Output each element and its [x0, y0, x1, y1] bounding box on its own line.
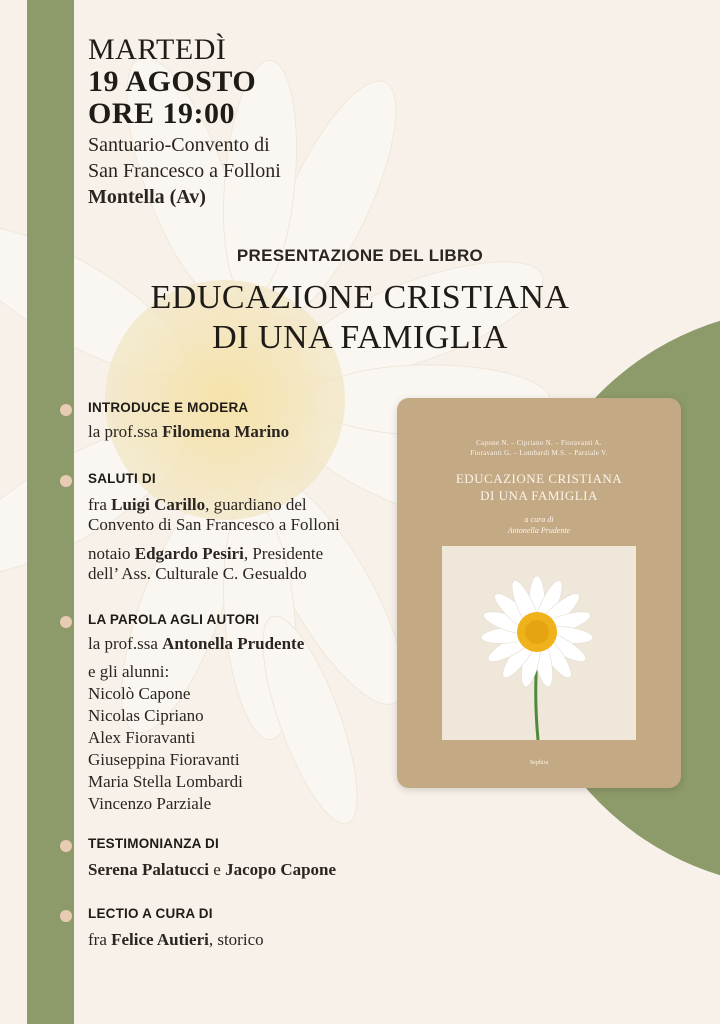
testimony-name-2: Jacopo Capone	[225, 860, 337, 879]
section-heading: INTRODUCE E MODERA	[88, 400, 249, 415]
greeting-2-line-a	[88, 544, 323, 564]
intro-line	[88, 422, 289, 442]
event-time: ORE 19:00	[88, 97, 235, 130]
book-cover-curator	[397, 514, 681, 536]
bullet-dot	[60, 616, 72, 628]
event-date-block	[88, 34, 281, 210]
greeting-2-role-a: , Presidente	[243, 544, 324, 563]
greeting-1-role-a: , guardiano del	[205, 495, 307, 514]
event-town: Montella (Av)	[88, 186, 206, 208]
bullet-dot	[60, 910, 72, 922]
students-label: e gli alunni:	[88, 662, 170, 681]
intro-prefix: la prof.ssa	[88, 422, 163, 441]
greeting-1-line-b: Convento di San Francesco a Folloni	[88, 515, 340, 534]
student-name: Maria Stella Lombardi	[88, 772, 243, 791]
book-cover-title-line2: DI UNA FAMIGLIA	[480, 488, 598, 503]
bullet-dot	[60, 840, 72, 852]
authors-prefix: la prof.ssa	[88, 634, 163, 653]
student-name: Nicolas Cipriano	[88, 706, 204, 725]
bullet-dot	[60, 404, 72, 416]
event-date: 19 AGOSTO	[88, 65, 257, 98]
testimony-name-1: Serena Palatucci	[88, 860, 210, 879]
authors-teacher-name: Antonella Prudente	[162, 634, 305, 653]
lectio-name: Felice Autieri	[111, 930, 209, 949]
greeting-1-prefix: fra	[88, 495, 112, 514]
book-cover-publisher: Sephira	[529, 760, 549, 766]
greeting-2-line-b: dell’ Ass. Culturale C. Gesualdo	[88, 564, 307, 583]
section-heading: LA PAROLA AGLI AUTORI	[88, 612, 260, 627]
intro-name: Filomena Marino	[162, 422, 290, 441]
daisy-icon	[442, 546, 636, 740]
book-title-line2: DI UNA FAMIGLIA	[212, 319, 508, 356]
greeting-1-line-a	[88, 495, 307, 515]
left-green-stripe	[27, 0, 74, 1024]
section-heading: TESTIMONIANZA DI	[88, 836, 219, 851]
student-name: Vincenzo Parziale	[88, 794, 212, 813]
student-name: Giuseppina Fioravanti	[88, 750, 240, 769]
testimony-conj: e	[209, 860, 226, 879]
event-venue-line1: Santuario-Convento di	[88, 134, 270, 156]
section-heading: SALUTI DI	[88, 471, 156, 486]
lectio-line	[88, 930, 264, 950]
authors-teacher-line	[88, 634, 304, 654]
book-cover-curated-label: a cura di	[524, 515, 554, 524]
presentation-block	[0, 246, 720, 358]
testimony-line	[88, 860, 336, 880]
greeting-2-prefix: notaio	[88, 544, 135, 563]
lectio-suffix: , storico	[208, 930, 264, 949]
book-cover-title	[397, 470, 681, 504]
greeting-2-name: Edgardo Pesiri	[134, 544, 244, 563]
section-heading: LECTIO A CURA DI	[88, 906, 213, 921]
presentation-label: PRESENTAZIONE DEL LIBRO	[236, 246, 484, 265]
event-venue-line2: San Francesco a Folloni	[88, 160, 281, 182]
book-cover-curator-name: Antonella Prudente	[507, 526, 571, 535]
bullet-dot	[60, 475, 72, 487]
event-weekday: MARTEDÌ	[88, 33, 227, 66]
book-cover-authors-line2: Fioravanti G. – Lombardi M.S. – Parziale V.	[470, 449, 608, 457]
book-cover-authors	[397, 438, 681, 458]
book-cover-authors-line1: Capone N. – Cipriano N. – Fioravanti A.	[476, 439, 602, 447]
student-name: Nicolò Capone	[88, 684, 191, 703]
lectio-prefix: fra	[88, 930, 112, 949]
greeting-1-name: Luigi Carillo	[111, 495, 206, 514]
student-name: Alex Fioravanti	[88, 728, 196, 747]
book-title-line1: EDUCAZIONE CRISTIANA	[150, 279, 570, 316]
book-cover-title-line1: EDUCAZIONE CRISTIANA	[455, 471, 623, 486]
book-cover-daisy-photo	[442, 546, 636, 740]
book-cover	[397, 398, 681, 788]
